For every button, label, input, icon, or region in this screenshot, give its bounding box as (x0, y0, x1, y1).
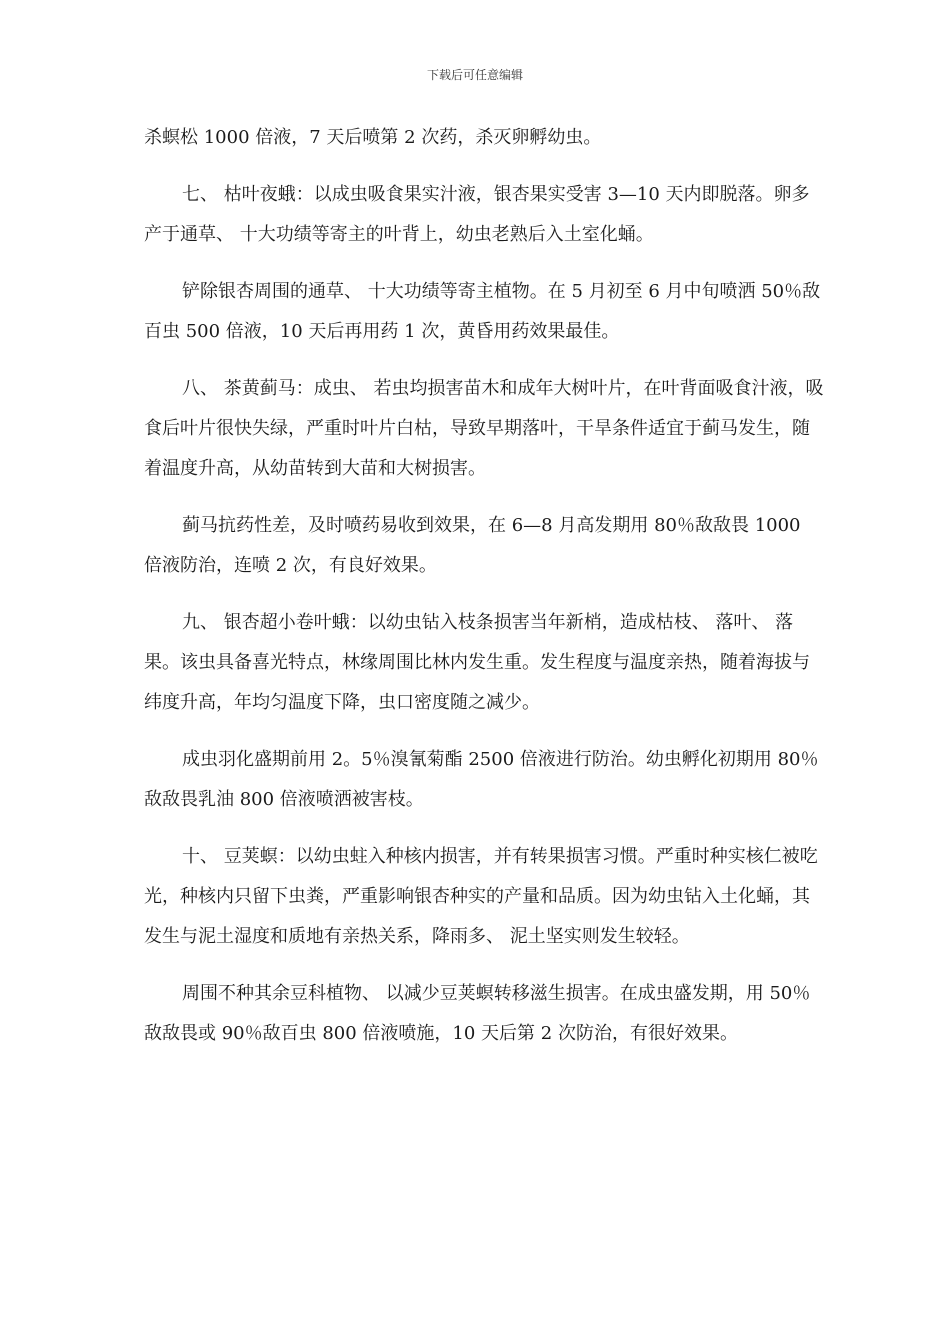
paragraph-8: 十、 豆荚螟：以幼虫蛀入种核内损害，并有转果损害习惯。严重时种实核仁被吃光，种核内只留下虫粪，严重影响银杏种实的产量和品质。因为幼虫钻入土化蛹，其发生与泥土湿度和质地有亲热关系，降雨多、 泥土坚实则发生较轻。 (144, 846, 818, 947)
paragraph-5: 蓟马抗药性差，及时喷药易收到效果，在 6—8 月高发期用 80％敌敌畏 1000 倍液防治，连喷 2 次，有良好效果。 (144, 515, 801, 576)
document-body (144, 118, 824, 1054)
paragraph-6: 九、 银杏超小卷叶蛾：以幼虫钻入枝条损害当年新梢，造成枯枝、 落叶、 落果。该虫具备喜光特点，林缘周围比林内发生重。发生程度与温度亲热，随着海拔与纬度升高，年均匀温度下降，虫口密度随之减少。 (144, 612, 810, 713)
paragraph-4: 八、 茶黄蓟马：成虫、 若虫均损害苗木和成年大树叶片，在叶背面吸食汁液，吸食后叶片很快失绿，严重时叶片白枯，导致早期落叶，干旱条件适宜于蓟马发生，随着温度升高，从幼苗转到大苗和大树损害。 (144, 378, 824, 479)
page-header: 下载后可任意编辑 (426, 68, 523, 82)
paragraph-1: 杀螟松 1000 倍液，7 天后喷第 2 次药，杀灭卵孵幼虫。 (144, 127, 602, 148)
paragraph-7: 成虫羽化盛期前用 2。5％溴氰菊酯 2500 倍液进行防治。幼虫孵化初期用 80％敌敌畏乳油 800 倍液喷洒被害枝。 (144, 749, 819, 810)
paragraph-3: 铲除银杏周围的通草、 十大功绩等寄主植物。在 5 月初至 6 月中旬喷洒 50％敌百虫 500 倍液，10 天后再用药 1 次，黄昏用药效果最佳。 (144, 281, 821, 342)
paragraph-9: 周围不种其余豆科植物、 以减少豆荚螟转移滋生损害。在成虫盛发期，用 50％敌敌畏或 90％敌百虫 800 倍液喷施，10 天后第 2 次防治，有很好效果。 (144, 983, 811, 1044)
paragraph-2: 七、 枯叶夜蛾：以成虫吸食果实汁液，银杏果实受害 3—10 天内即脱落。卵多产于通草、 十大功绩等寄主的叶背上，幼虫老熟后入土室化蛹。 (144, 184, 810, 245)
